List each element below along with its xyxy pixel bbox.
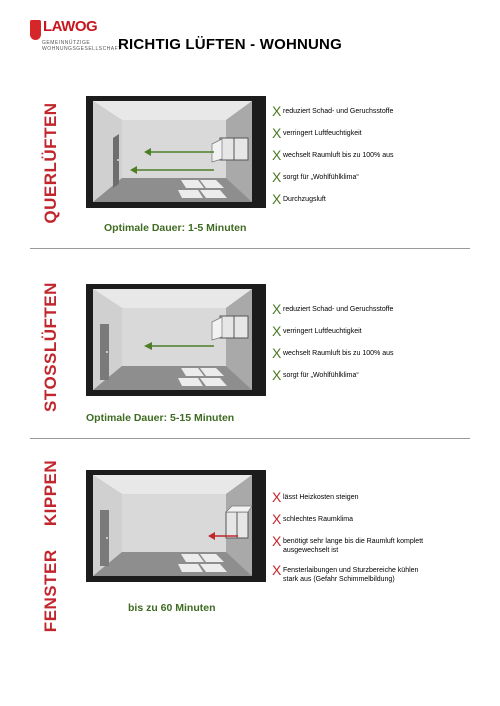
section-label-querlueften: QUERLÜFTEN — [41, 102, 60, 224]
check-x-icon: X — [272, 169, 282, 185]
section-divider — [30, 248, 470, 249]
list-item: X sorgt für „Wohlfühlklima“ — [272, 367, 359, 383]
section-label-stosslueften: STOSSLÜFTEN — [41, 282, 60, 412]
logo-tagline: GEMEINNÜTZIGE WOHNUNGSGESELLSCHAFT — [42, 40, 122, 52]
list-item: X reduziert Schad- und Geruchsstoffe — [272, 103, 394, 119]
check-x-icon: X — [272, 147, 282, 163]
room-illustration-querlueften — [86, 96, 266, 216]
section-label-fenster-kippen: FENSTER KIPPEN — [41, 459, 60, 633]
check-x-icon: X — [272, 103, 282, 119]
list-item: X benötigt sehr lange bis die Raumluft komplett ausgewechselt ist — [272, 533, 424, 554]
logo-name: LAWOG — [43, 18, 98, 35]
cross-x-icon: X — [272, 533, 282, 549]
page-title: RICHTIG LÜFTEN - WOHNUNG — [118, 36, 342, 53]
duration-caption-fenster-kippen: bis zu 60 Minuten — [128, 602, 216, 614]
list-item: X verringert Luftfeuchtigkeit — [272, 323, 362, 339]
duration-caption-stosslueften: Optimale Dauer: 5-15 Minuten — [86, 412, 235, 424]
check-x-icon: X — [272, 367, 282, 383]
list-item: X Durchzugsluft — [272, 191, 326, 207]
cross-x-icon: X — [272, 562, 282, 578]
list-item: X wechselt Raumluft bis zu 100% aus — [272, 345, 394, 361]
cross-x-icon: X — [272, 489, 282, 505]
drawbacks-list-fenster-kippen — [272, 490, 462, 584]
room-illustration-fenster-kippen — [86, 470, 266, 590]
check-x-icon: X — [272, 191, 282, 207]
cross-x-icon: X — [272, 511, 282, 527]
benefits-list-querlueften — [272, 104, 394, 206]
list-item: X verringert Luftfeuchtigkeit — [272, 125, 362, 141]
list-item: X Fensterlaibungen und Sturzbereiche kühlen stark aus (Gefahr Schimmelbildung) — [272, 562, 419, 583]
benefits-list-stosslueften — [272, 302, 394, 382]
room-illustration-stosslueften — [86, 284, 266, 404]
list-item: X schlechtes Raumklima — [272, 511, 354, 527]
crest-icon — [30, 20, 41, 40]
list-item: X sorgt für „Wohlfühlklima“ — [272, 169, 359, 185]
check-x-icon: X — [272, 345, 282, 361]
list-item: X wechselt Raumluft bis zu 100% aus — [272, 147, 394, 163]
lawog-logo — [30, 16, 122, 54]
section-divider — [30, 438, 470, 439]
check-x-icon: X — [272, 323, 282, 339]
list-item: X lässt Heizkosten steigen — [272, 489, 359, 505]
check-x-icon: X — [272, 301, 282, 317]
list-item: X reduziert Schad- und Geruchsstoffe — [272, 301, 394, 317]
duration-caption-querlueften: Optimale Dauer: 1-5 Minuten — [104, 222, 247, 234]
check-x-icon: X — [272, 125, 282, 141]
